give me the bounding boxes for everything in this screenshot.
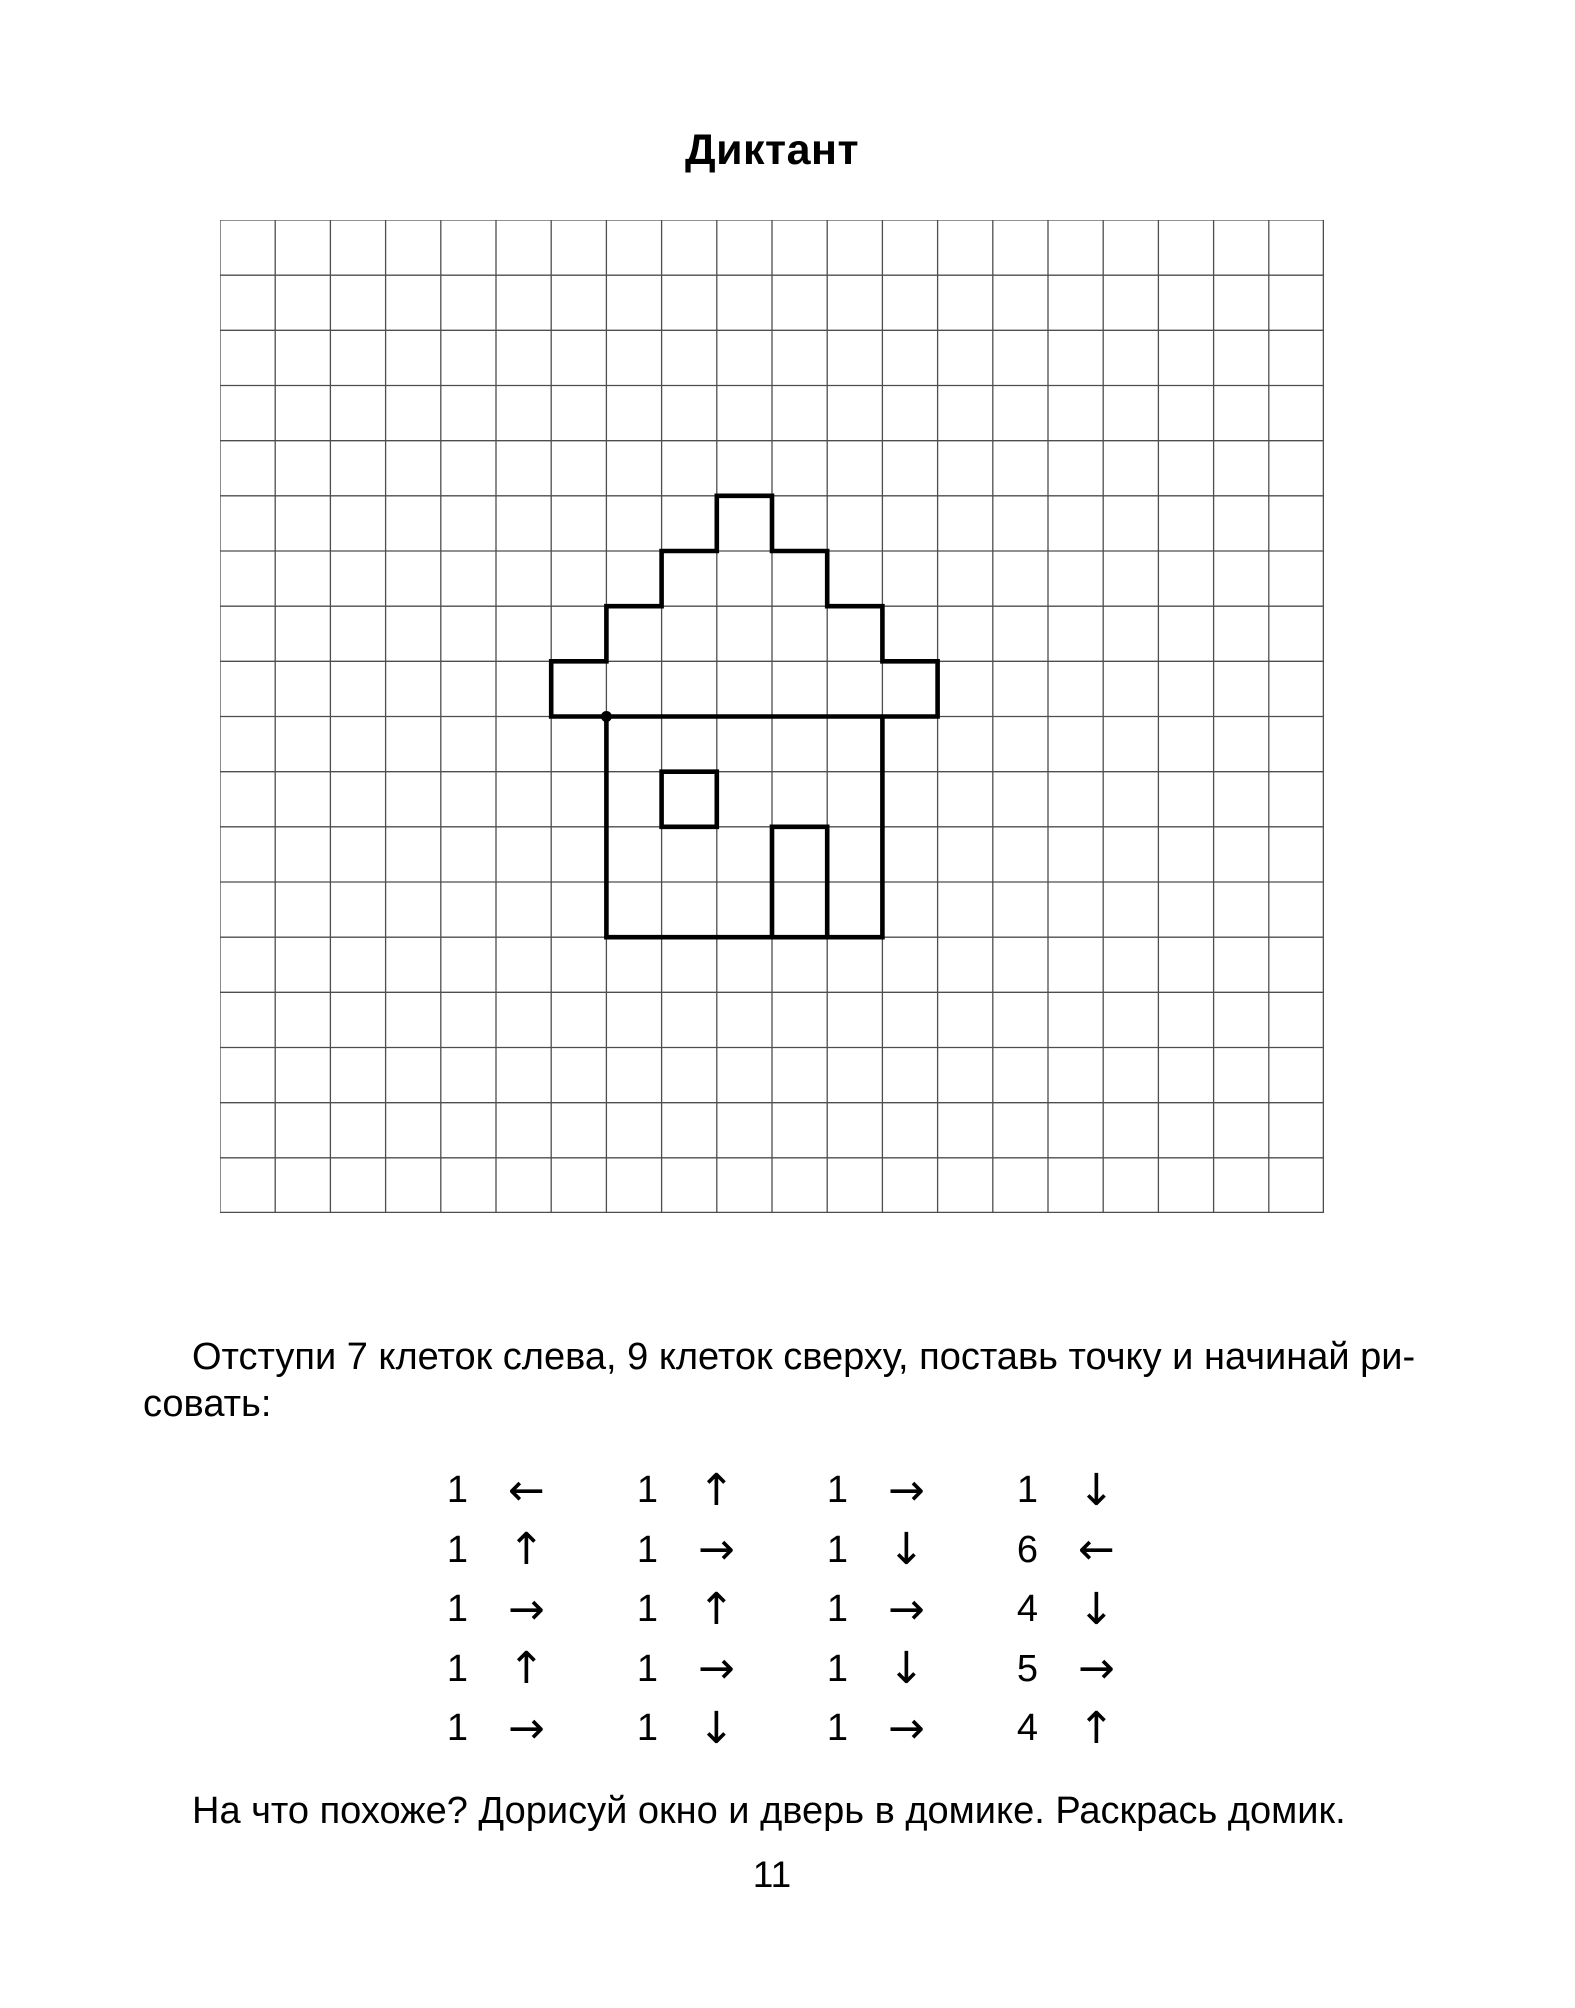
arrow-up-icon: ↑ (1078, 1702, 1115, 1754)
dictation-step-r5c3 (810, 1699, 1000, 1759)
house-window (662, 772, 717, 827)
instruction-line-2: совать: (143, 1383, 272, 1425)
arrow-right-icon: → (698, 1643, 735, 1695)
footer-question (143, 1788, 1503, 1835)
step-count: 1 (826, 1528, 848, 1571)
dictation-step-r4c1 (430, 1640, 620, 1700)
dictation-step-r3c4 (1000, 1580, 1190, 1640)
instruction-paragraph (143, 1334, 1473, 1428)
dictation-step-r1c3 (810, 1461, 1000, 1521)
arrow-right-icon: → (508, 1583, 545, 1635)
step-count: 1 (826, 1588, 848, 1631)
dictation-step-r4c4 (1000, 1640, 1190, 1700)
dictation-step-r2c4 (1000, 1521, 1190, 1581)
dictation-step-r5c1 (430, 1699, 620, 1759)
step-count: 1 (636, 1469, 658, 1512)
dictation-step-r4c2 (620, 1640, 810, 1700)
step-count: 4 (1016, 1588, 1038, 1631)
arrow-up-icon: ↑ (508, 1643, 545, 1695)
step-count: 1 (1016, 1469, 1038, 1512)
arrow-right-icon: → (888, 1464, 925, 1516)
dictation-step-r1c1 (430, 1461, 620, 1521)
step-count: 1 (446, 1469, 468, 1512)
dictation-step-r4c3 (810, 1640, 1000, 1700)
arrow-right-icon: → (888, 1702, 925, 1754)
dictation-step-r1c4 (1000, 1461, 1190, 1521)
arrow-down-icon: ↓ (698, 1702, 735, 1754)
step-count: 1 (826, 1647, 848, 1690)
step-count: 1 (636, 1588, 658, 1631)
arrow-down-icon: ↓ (1078, 1583, 1115, 1635)
grid-svg (220, 220, 1324, 1213)
arrow-up-icon: ↑ (698, 1583, 735, 1635)
page-number: 11 (752, 1854, 792, 1895)
dictation-step-r2c1 (430, 1521, 620, 1581)
arrow-right-icon: → (698, 1524, 735, 1576)
step-count: 1 (446, 1707, 468, 1750)
dictation-step-r2c2 (620, 1521, 810, 1581)
dictation-step-r2c3 (810, 1521, 1000, 1581)
dictation-steps-table (430, 1461, 1190, 1759)
step-count: 5 (1016, 1647, 1038, 1690)
dictation-step-r3c2 (620, 1580, 810, 1640)
dictation-step-r3c3 (810, 1580, 1000, 1640)
dictation-step-r5c4 (1000, 1699, 1190, 1759)
page-title: Диктант (684, 126, 860, 174)
step-count: 1 (826, 1469, 848, 1512)
instruction-line-1: Отступи 7 клеток слева, 9 клеток сверху, поставь точку и начинай ри- (192, 1336, 1416, 1378)
arrow-down-icon: ↓ (888, 1524, 925, 1576)
arrow-up-icon: ↑ (698, 1464, 735, 1516)
arrow-right-icon: → (1078, 1643, 1115, 1695)
footer-question-text: На что похоже? Дорисуй окно и дверь в домике. Раскрась домик. (192, 1790, 1346, 1832)
arrow-left-icon: ← (1078, 1524, 1115, 1576)
dictation-step-r3c1 (430, 1580, 620, 1640)
step-count: 1 (636, 1528, 658, 1571)
step-count: 4 (1016, 1707, 1038, 1750)
arrow-down-icon: ↓ (1078, 1464, 1115, 1516)
dictation-step-r5c2 (620, 1699, 810, 1759)
step-count: 1 (826, 1707, 848, 1750)
squared-grid-figure (220, 220, 1324, 1213)
step-count: 1 (446, 1588, 468, 1631)
arrow-down-icon: ↓ (888, 1643, 925, 1695)
step-count: 1 (636, 1647, 658, 1690)
arrow-right-icon: → (888, 1583, 925, 1635)
arrow-right-icon: → (508, 1702, 545, 1754)
arrow-up-icon: ↑ (508, 1524, 545, 1576)
start-point-dot (601, 711, 612, 722)
step-count: 6 (1016, 1528, 1038, 1571)
step-count: 1 (446, 1647, 468, 1690)
arrow-left-icon: ← (508, 1464, 545, 1516)
step-count: 1 (446, 1528, 468, 1571)
dictation-step-r1c2 (620, 1461, 810, 1521)
step-count: 1 (636, 1707, 658, 1750)
